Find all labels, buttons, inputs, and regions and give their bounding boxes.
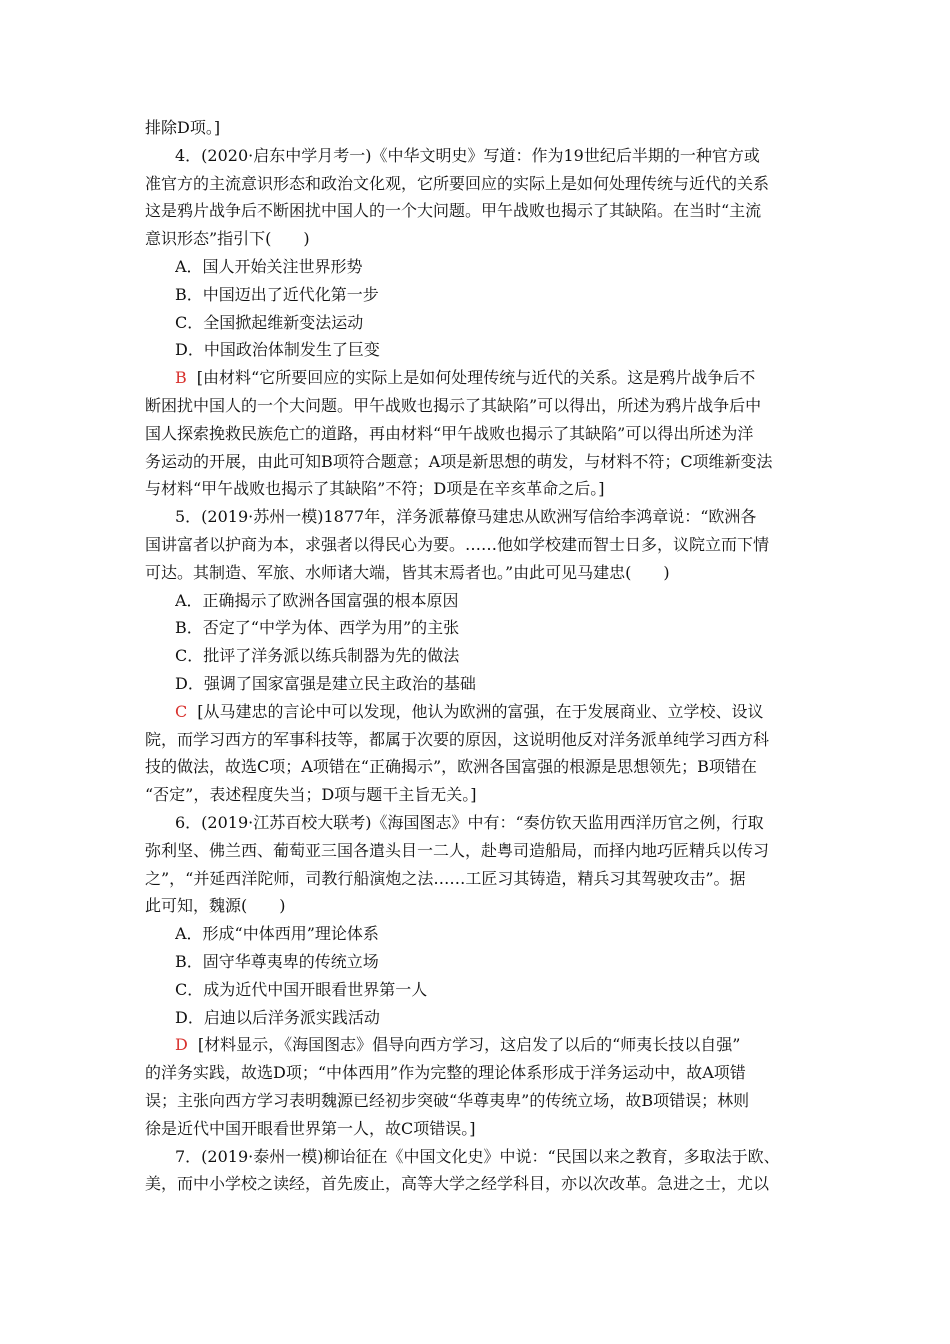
option-line-text: D．启迪以后洋务派实践活动: [175, 1008, 380, 1027]
option-line: [175, 1007, 805, 1029]
question-stem-line: [175, 812, 805, 834]
option-line: [175, 923, 805, 945]
option-line-text: B．固守华尊夷卑的传统立场: [175, 952, 379, 971]
question-stem-line-text: 之”，“并延西洋陀师，司教行船演炮之法……工匠习其铸造，精兵习其驾驶攻击”。据: [145, 869, 746, 888]
explanation-line-text: 徐是近代中国开眼看世界第一人，故C项错误。]: [145, 1119, 476, 1138]
explanation-line-text: 与材料“甲午战败也揭示了其缺陷”不符；D项是在辛亥革命之后。]: [145, 479, 605, 498]
explanation-line-text: 务运动的开展，由此可知B项符合题意；A项是新思想的萌发，与材料不符；C项维新变法: [145, 452, 773, 471]
question-stem-line-text: 国讲富者以护商为本，求强者以得民心为要。……他如学校建而智士日多，议院立而下情: [145, 535, 770, 554]
question-stem-line: [145, 895, 805, 917]
option-line: [175, 645, 805, 667]
question-stem-line-text: 弥利坚、佛兰西、葡萄亚三国各遣头目一二人，赴粤司造船局，而择内地巧匠精兵以传习: [145, 841, 770, 860]
question-stem-line-text: 5．(2019·苏州一模)1877年，洋务派幕僚马建忠从欧洲写信给李鸿章说：“欧洲各: [175, 507, 757, 526]
explanation-line-text: 断困扰中国人的一个大问题。甲午战败也揭示了其缺陷”可以得出，所述为鸦片战争后中: [145, 396, 762, 415]
explanation-line: [145, 478, 805, 500]
option-line-text: D．中国政治体制发生了巨变: [175, 340, 380, 359]
question-stem-line: [145, 840, 805, 862]
option-line: [175, 951, 805, 973]
option-line: [175, 256, 805, 278]
option-line-text: A．国人开始关注世界形势: [175, 257, 363, 276]
question-stem-line: [145, 200, 805, 222]
question-stem-line: [175, 1146, 805, 1168]
answer-letter: C: [175, 702, 188, 721]
option-line: [175, 590, 805, 612]
question-stem-line-text: 美，而中小学校之读经，首先废止，高等大学之经学科目，亦以次改革。急进之士，尤以: [145, 1174, 770, 1193]
question-stem-line-text: 这是鸦片战争后不断困扰中国人的一个大问题。甲午战败也揭示了其缺陷。在当时“主流: [145, 201, 762, 220]
explanation-line-text: [材料显示，《海国图志》倡导向西方学习，这启发了以后的“师夷长技以自强”: [197, 1035, 741, 1054]
question-stem-line-text: 准官方的主流意识形态和政治文化观，它所要回应的实际上是如何处理传统与近代的关系: [145, 174, 770, 193]
option-line: [175, 339, 805, 361]
option-line-text: C．全国掀起维新变法运动: [175, 313, 364, 332]
explanation-line: [175, 1034, 805, 1056]
question-stem-line-text: 4．(2020·启东中学月考一)《中华文明史》写道：作为19世纪后半期的一种官方或: [175, 146, 760, 165]
explanation-line: [145, 1062, 805, 1084]
question-stem-line-text: 6．(2019·江苏百校大联考)《海国图志》中有：“奏仿钦天监用西洋历官之例，行取: [175, 813, 764, 832]
question-stem-line-text: 7．(2019·泰州一模)柳诒征在《中国文化史》中说：“民国以来之教育，多取法于欧、: [175, 1147, 780, 1166]
explanation-line-text: [由材料“它所要回应的实际上是如何处理传统与近代的关系。这是鸦片战争后不: [196, 368, 756, 387]
explanation-line: [145, 395, 805, 417]
explanation-line-text: 的洋务实践，故选D项；“中体西用”作为完整的理论体系形成于洋务运动中，故A项错: [145, 1063, 746, 1082]
explanation-line-text: 院，而学习西方的军事科技等，都属于次要的原因，这说明他反对洋务派单纯学习西方科: [145, 730, 770, 749]
option-line-text: A．正确揭示了欧洲各国富强的根本原因: [175, 591, 459, 610]
question-stem-line: [175, 145, 805, 167]
question-stem-line-text: 可达。其制造、军旅、水师诸大端，皆其末焉者也。”由此可见马建忠( ): [145, 563, 670, 582]
option-line: [175, 617, 805, 639]
option-line-text: C．成为近代中国开眼看世界第一人: [175, 980, 428, 999]
question-stem-line: [145, 562, 805, 584]
option-line-text: D．强调了国家富强是建立民主政治的基础: [175, 674, 476, 693]
answer-letter: D: [175, 1035, 188, 1054]
question-stem-line: [175, 506, 805, 528]
question-stem-line-text: 意识形态”指引下( ): [145, 229, 310, 248]
option-line: [175, 284, 805, 306]
explanation-line: [145, 729, 805, 751]
explanation-line: [145, 451, 805, 473]
option-line-text: B．中国迈出了近代化第一步: [175, 285, 379, 304]
question-stem-line: [145, 1173, 805, 1195]
question-stem-line: [145, 173, 805, 195]
option-line: [175, 979, 805, 1001]
explanation-line-text: 国人探索挽救民族危亡的道路，再由材料“甲午战败也揭示了其缺陷”可以得出所述为洋: [145, 424, 754, 443]
question-stem-line: [145, 868, 805, 890]
explanation-line: [145, 784, 805, 806]
explanation-line-text: 误；主张向西方学习表明魏源已经初步突破“华尊夷卑”的传统立场，故B项错误；林则: [145, 1091, 750, 1110]
lead-line-text: 排除D项。]: [145, 118, 221, 137]
explanation-line: [145, 756, 805, 778]
question-stem-line: [145, 228, 805, 250]
explanation-line: [175, 367, 805, 389]
option-line-text: C．批评了洋务派以练兵制器为先的做法: [175, 646, 460, 665]
option-line: [175, 312, 805, 334]
explanation-line: [145, 423, 805, 445]
option-line-text: A．形成“中体西用”理论体系: [175, 924, 379, 943]
question-stem-line-text: 此可知，魏源( ): [145, 896, 286, 915]
option-line: [175, 673, 805, 695]
explanation-line-text: [从马建忠的言论中可以发现，他认为欧洲的富强，在于发展商业、立学校、设议: [197, 702, 764, 721]
answer-letter: B: [175, 368, 187, 387]
explanation-line: [145, 1118, 805, 1140]
explanation-line-text: 技的做法，故选C项；A项错在“正确揭示”，欧洲各国富强的根源是思想领先；B项错在: [145, 757, 757, 776]
lead-line: [145, 117, 805, 139]
explanation-line: [175, 701, 805, 723]
option-line-text: B．否定了“中学为体、西学为用”的主张: [175, 618, 460, 637]
explanation-line-text: “否定”，表述程度失当；D项与题干主旨无关。]: [145, 785, 477, 804]
question-stem-line: [145, 534, 805, 556]
explanation-line: [145, 1090, 805, 1112]
